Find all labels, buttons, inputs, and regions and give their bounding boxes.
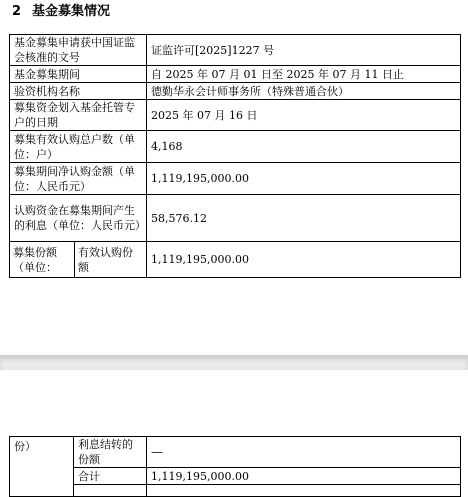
row-label: 募集资金划入基金托管专户的日期 (10, 100, 147, 131)
row-label: 验资机构名称 (10, 83, 147, 100)
share-row-label-cell (10, 242, 147, 278)
table-row (10, 66, 461, 83)
page-lower (0, 370, 468, 491)
row-label: 认购资金在募集期间产生的利息（单位：人民币元） (10, 195, 147, 242)
table-row (10, 163, 461, 195)
section-title: 基金募集情况 (32, 4, 111, 19)
row-label: 基金募集申请获中国证监会核准的文号 (10, 35, 147, 66)
table-row (10, 83, 461, 100)
share-row-sublabel: 有效认购份额 (78, 245, 133, 274)
section-heading (12, 4, 110, 20)
row-value: 58,576.12 (147, 195, 461, 242)
row-value: 自 2025 年 07 月 01 日至 2025 年 07 月 11 日止 (147, 66, 461, 83)
row-value: 德勤华永会计师事务所（特殊普通合伙） (147, 83, 461, 100)
fund-raising-table-continued (9, 436, 461, 497)
row-label: 募集有效认购总户数（单位：户） (10, 131, 147, 163)
table-row (10, 437, 461, 468)
row-sublabel: 合计 (74, 468, 147, 485)
row-value: 证监许可[2025]1227 号 (147, 35, 461, 66)
row-label: 募集期间净认购金额（单位：人民币元） (10, 163, 147, 195)
fund-raising-table (9, 34, 461, 278)
row-label: 基金募集期间 (10, 66, 147, 83)
share-row-label: 募集份额（单位： (10, 242, 75, 277)
row-sublabel: 利息结转的份额 (74, 437, 147, 468)
table-row (10, 100, 461, 131)
row-value: 4,168 (147, 131, 461, 163)
row-value: 1,119,195,000.00 (147, 163, 461, 195)
table-row (10, 468, 461, 485)
row-value: 1,119,195,000.00 (147, 468, 461, 485)
section-number: 2 (12, 4, 22, 19)
table-row (10, 195, 461, 242)
page-break (0, 355, 468, 371)
table-row (10, 242, 461, 278)
row-value: 1,119,195,000.00 (147, 242, 461, 278)
empty-value-dash: — (151, 444, 163, 459)
continued-label: 份） (10, 437, 74, 497)
row-value: 2025 年 07 月 16 日 (147, 100, 461, 131)
table-row (10, 131, 461, 163)
table-row (10, 35, 461, 66)
row-value (147, 437, 461, 468)
